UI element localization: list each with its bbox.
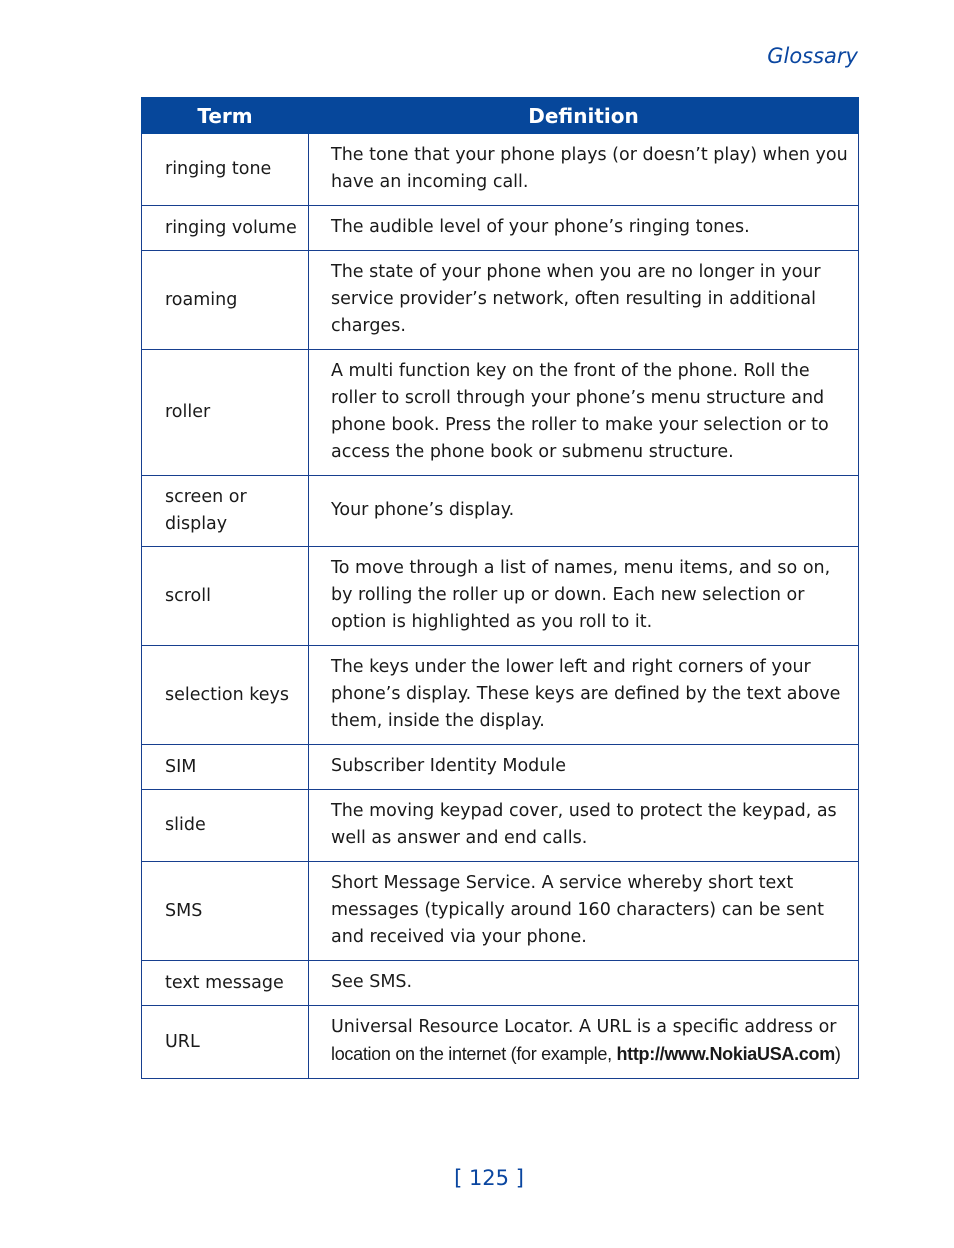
term-cell: SIM xyxy=(142,745,309,790)
table-row xyxy=(142,790,859,862)
table-row xyxy=(142,862,859,961)
definition-cell: The tone that your phone plays (or doesn’t play) when you have an incoming call. xyxy=(309,134,859,206)
definition-cell: Your phone’s display. xyxy=(309,476,859,547)
table-row xyxy=(142,476,859,547)
definition-cell: The state of your phone when you are no longer in your service provider’s network, often resulting in additional charges. xyxy=(309,251,859,350)
definition-cell xyxy=(309,1006,859,1079)
definition-cell: A multi function key on the front of the phone. Roll the roller to scroll through your phone’s menu structure and phone book. Press the roller to make your selection or to access the phone book or submenu structure. xyxy=(309,350,859,476)
definition-cell: Subscriber Identity Module xyxy=(309,745,859,790)
term-cell: scroll xyxy=(142,547,309,646)
term-cell: screen or display xyxy=(142,476,309,547)
table-row xyxy=(142,251,859,350)
column-header-definition: Definition xyxy=(309,98,859,134)
term-cell: ringing tone xyxy=(142,134,309,206)
table-row xyxy=(142,646,859,745)
table-row xyxy=(142,350,859,476)
term-cell: selection keys xyxy=(142,646,309,745)
table-header-row xyxy=(142,98,859,134)
definition-cell: To move through a list of names, menu items, and so on, by rolling the roller up or down. Each new selection or option is highlighted as you roll to it. xyxy=(309,547,859,646)
definition-cell: The moving keypad cover, used to protect the keypad, as well as answer and end calls. xyxy=(309,790,859,862)
term-cell: roaming xyxy=(142,251,309,350)
table-row xyxy=(142,1006,859,1079)
table-row xyxy=(142,206,859,251)
definition-text-prefix: location on the internet (for example, xyxy=(331,1044,617,1064)
term-cell: ringing volume xyxy=(142,206,309,251)
column-header-term: Term xyxy=(142,98,309,134)
definition-cell: The audible level of your phone’s ringing tones. xyxy=(309,206,859,251)
definition-cell: The keys under the lower left and right corners of your phone’s display. These keys are defined by the text above them, inside the display. xyxy=(309,646,859,745)
definition-cell: Short Message Service. A service whereby short text messages (typically around 160 characters) can be sent and received via your phone. xyxy=(309,862,859,961)
definition-text-line2 xyxy=(331,1044,841,1064)
section-title: Glossary xyxy=(767,44,858,68)
glossary-table xyxy=(141,97,859,1079)
table-row xyxy=(142,134,859,206)
definition-cell: See SMS. xyxy=(309,961,859,1006)
term-cell: SMS xyxy=(142,862,309,961)
definition-text-suffix: ) xyxy=(834,1044,841,1064)
table-row xyxy=(142,547,859,646)
url-link[interactable]: http://www.NokiaUSA.com xyxy=(616,1044,835,1064)
definition-text: Universal Resource Locator. A URL is a specific address or xyxy=(331,1017,837,1037)
term-cell: text message xyxy=(142,961,309,1006)
term-cell: roller xyxy=(142,350,309,476)
table-row xyxy=(142,961,859,1006)
table-row xyxy=(142,745,859,790)
page-number: [ 125 ] xyxy=(454,1166,524,1190)
term-cell: slide xyxy=(142,790,309,862)
term-cell: URL xyxy=(142,1006,309,1079)
